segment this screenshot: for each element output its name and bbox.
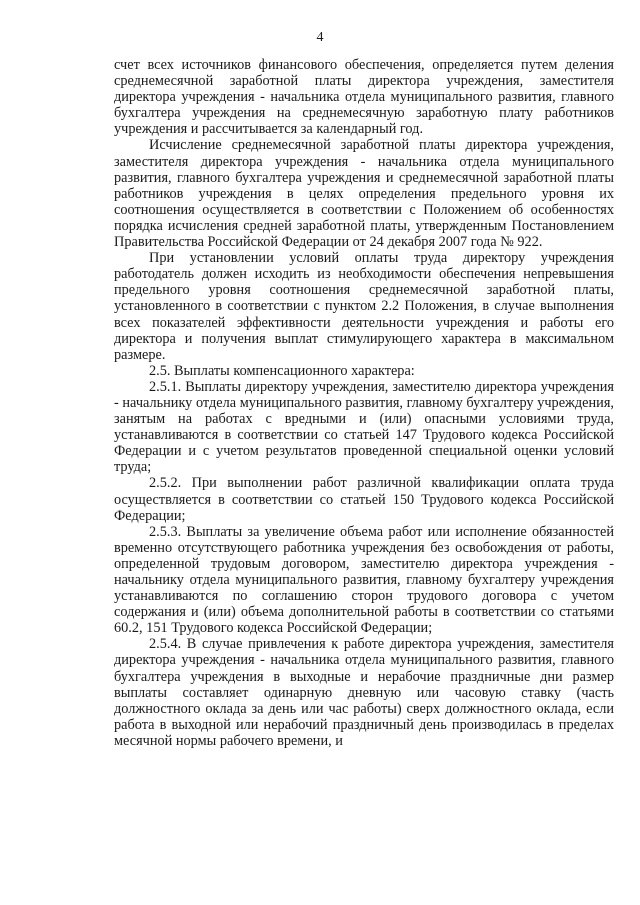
paragraph: счет всех источников финансового обеспечения, определяется путем деления среднемесячной заработной платы директора учреждения, заместителя директора учреждения - начальника отдела муниципального развития, главного бухгалтера учреждения на среднемесячную заработную плату работников учреждения и рассчитывается за календарный год.: [114, 57, 614, 138]
paragraph: 2.5.2. При выполнении работ различной квалификации оплата труда осуществляется в соответствии со статьей 150 Трудового кодекса Российской Федерации;: [114, 475, 614, 524]
paragraph: 2.5. Выплаты компенсационного характера:: [149, 362, 415, 379]
paragraph: Исчисление среднемесячной заработной платы директора учреждения, заместителя директора учреждения - начальника отдела муниципального развития, главного бухгалтера учреждения и среднемесячной заработной платы работников учреждения в целях определения предельного уровня их соотношения осуществляется в соответствии с Положением об особенностях порядка исчисления средней заработной платы, утвержденным Постановлением Правительства Российской Федерации от 24 декабря 2007 года № 922.: [114, 137, 614, 251]
paragraph: При установлении условий оплаты труда директору учреждения работодатель должен исходить из необходимости обеспечения непревышения предельного уровня соотношения среднемесячной заработной платы, установленного в соответствии с пунктом 2.2 Положения, в случае выполнения всех показателей эффективности деятельности учреждения и работы его директора и получения выплат стимулирующего характера в максимальном размере.: [114, 250, 614, 363]
paragraph: 2.5.4. В случае привлечения к работе директора учреждения, заместителя директора учреждения - начальника отдела муниципального развития, главного бухгалтера учреждения в выходные и нерабочие праздничные дни размер выплаты составляет одинарную дневную или часовую ставку (часть должностного оклада за день или час работы) сверх должностного оклада, если работа в выходной или нерабочий праздничный день производилась в пределах месячной нормы рабочего времени, и: [114, 636, 614, 749]
document-body: [114, 57, 614, 749]
paragraph: 2.5.3. Выплаты за увеличение объема работ или исполнение обязанностей временно отсутствующего работника учреждения без освобождения от работы, определенной трудовым договором, заместителю директора учреждения - начальнику отдела муниципального развития, главному бухгалтеру учреждения устанавливаются по соглашению сторон трудового договора с учетом содержания и (или) объема дополнительной работы в соответствии со статьями 60.2, 151 Трудового кодекса Российской Федерации;: [114, 523, 614, 637]
page-number: 4: [316, 30, 324, 45]
paragraph: 2.5.1. Выплаты директору учреждения, заместителю директора учреждения - начальнику отдела муниципального развития, главному бухгалтеру учреждения, занятым на работах с вредными и (или) опасными условиями труда, устанавливаются в соответствии со статьей 147 Трудового кодекса Российской Федерации и с учетом результатов проведенной специальной оценки условий труда;: [114, 378, 614, 476]
